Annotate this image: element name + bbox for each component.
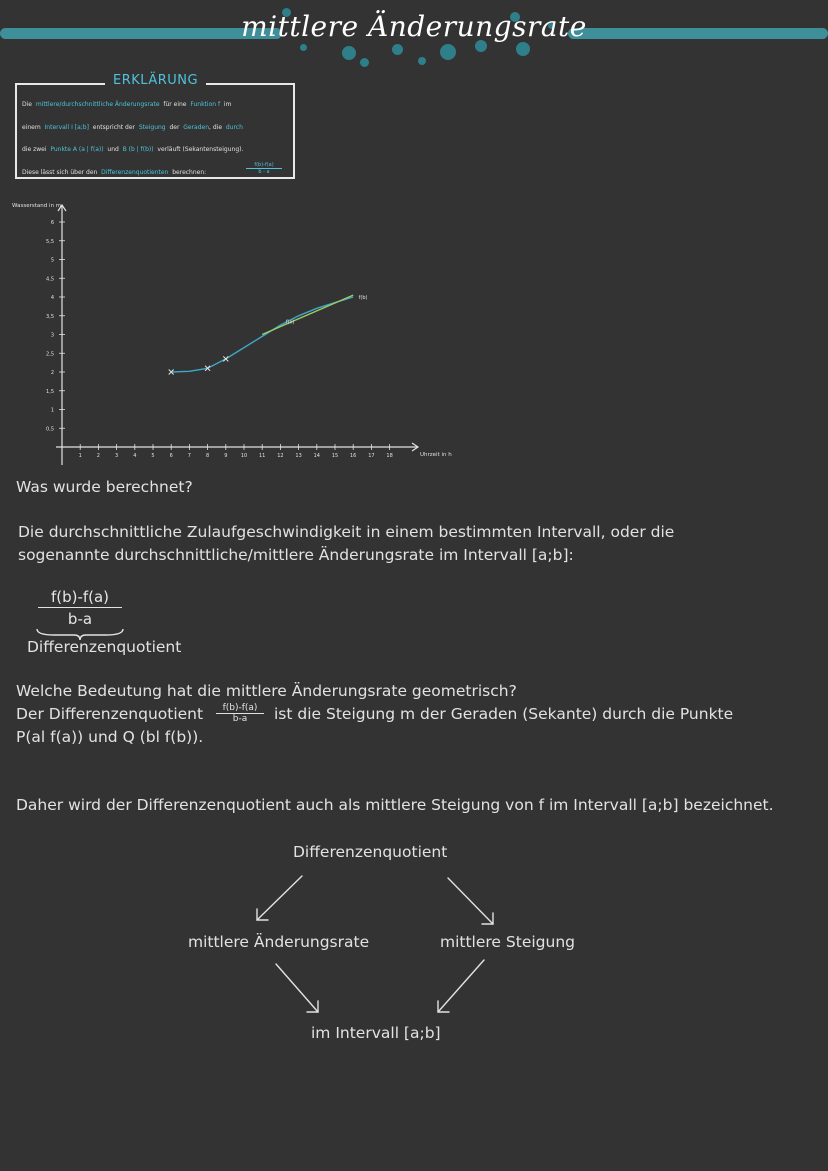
explanation-line-2: einem Intervall I [a;b] entspricht der Steigung der Geraden, die durch	[22, 124, 243, 131]
x-tick-label: 7	[187, 453, 191, 459]
y-tick-label: 0,5	[46, 426, 54, 433]
y-tick-label: 3	[50, 332, 54, 339]
arrow-right-bottom	[438, 960, 484, 1012]
question-1: Was wurde berechnet?	[16, 478, 193, 496]
x-tick-label: 1	[78, 453, 82, 459]
answer-2-line-1-b: ist die Steigung m der Geraden (Sekante) durch die Punkte	[274, 705, 734, 723]
explanation-line-1: Die mittlere/durchschnittliche Änderungsrate für eine Funktion f im	[22, 101, 232, 108]
x-tick-label: 3	[115, 453, 119, 459]
x-tick-label: 15	[331, 453, 339, 459]
arrow-top-right	[448, 878, 493, 924]
y-tick-label: 3,5	[46, 313, 54, 320]
x-tick-label: 11	[259, 453, 266, 459]
x-tick-label: 2	[96, 453, 100, 459]
label-fb: f(b)	[358, 294, 368, 301]
x-tick-label: 16	[350, 453, 357, 459]
x-tick-label: 12	[277, 453, 284, 459]
arrow-left-bottom	[276, 964, 318, 1012]
y-tick-label: 4	[50, 295, 54, 301]
explanation-fraction: f(b)-f(a) b - a	[246, 162, 282, 175]
y-tick-label: 1,5	[46, 388, 54, 395]
diagram-left: mittlere Änderungsrate	[188, 933, 370, 951]
y-tick-label: 5	[50, 257, 54, 264]
explanation-line-4: Diese lässt sich über den Differenzenquotienten berechnen:	[22, 169, 207, 176]
answer-3: Daher wird der Differenzenquotient auch als mittlere Steigung von f im Intervall [a;b] bezeichnet.	[16, 796, 774, 814]
diagram-bottom: im Intervall [a;b]	[311, 1024, 441, 1042]
y-tick-label: 6	[50, 220, 54, 226]
fraction-denominator: b-a	[67, 610, 93, 628]
inline-fraction: f(b)-f(a) b-a	[216, 703, 264, 724]
y-tick-label: 4,5	[46, 276, 54, 283]
x-axis-label: Uhrzeit in h	[420, 452, 452, 458]
x-tick-label: 8	[206, 453, 210, 459]
x-tick-label: 14	[313, 453, 320, 459]
fraction-numerator: f(b)-f(a)	[38, 588, 122, 608]
label-fx: f(x)	[285, 319, 295, 326]
x-tick-label: 4	[133, 453, 137, 459]
x-tick-label: 9	[224, 453, 228, 459]
answer-2-line-1-a: Der Differenzenquotient	[16, 705, 204, 723]
x-tick-label: 17	[368, 453, 375, 459]
y-tick-label: 5,5	[46, 238, 54, 245]
x-tick-label: 13	[295, 453, 302, 459]
explanation-line-3: die zwei Punkte A (a | f(a)) und B (b | f(b)) verläuft (Sekantensteigung).	[22, 146, 244, 153]
x-tick-label: 6	[169, 453, 173, 459]
x-tick-label: 5	[151, 453, 155, 459]
diagram-top: Differenzenquotient	[293, 843, 448, 861]
answer-1-line-2: sogenannte durchschnittliche/mittlere Änderungsrate im Intervall [a;b]:	[18, 546, 574, 564]
y-axis-label: Wasserstand in m	[12, 203, 62, 209]
explanation-heading: ERKLÄRUNG	[105, 73, 206, 88]
y-tick-label: 1	[50, 407, 54, 414]
diagram-right: mittlere Steigung	[440, 933, 575, 951]
answer-1-line-1: Die durchschnittliche Zulaufgeschwindigkeit in einem bestimmten Intervall, oder die	[18, 523, 675, 541]
x-tick-label: 10	[240, 453, 248, 459]
fraction-label: Differenzenquotient	[27, 638, 182, 656]
y-tick-label: 2	[50, 370, 54, 376]
arrow-top-left	[257, 876, 302, 920]
y-tick-label: 2,5	[46, 351, 54, 358]
x-tick-label: 18	[386, 453, 393, 459]
page-title: mittlere Änderungsrate	[241, 10, 587, 43]
answer-2-line-2: P(al f(a)) und Q (bl f(b)).	[16, 728, 204, 746]
question-2: Welche Bedeutung hat die mittlere Änderungsrate geometrisch?	[16, 682, 517, 700]
